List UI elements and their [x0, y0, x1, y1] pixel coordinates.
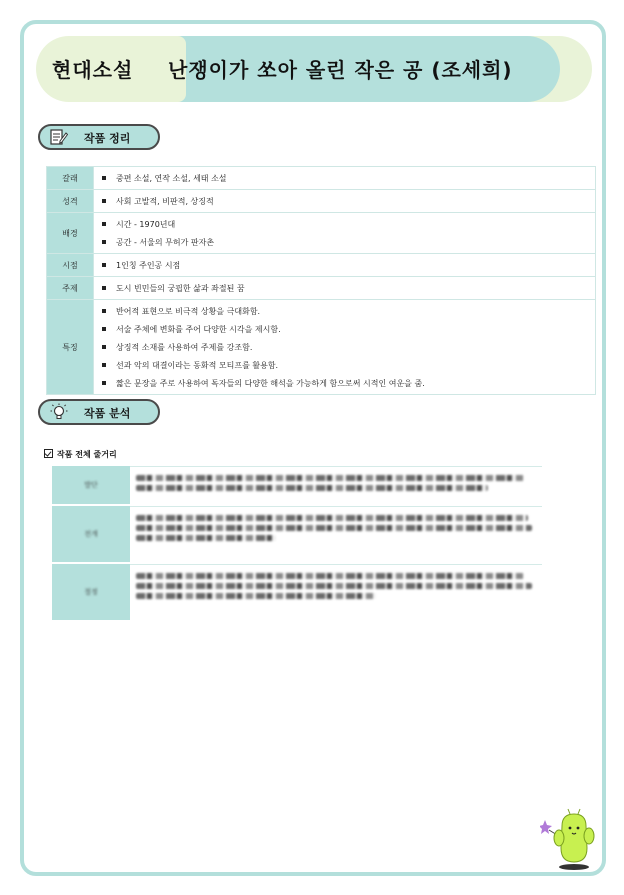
summary-row-head: 배경 [47, 213, 94, 254]
title-category: 현대소설 [52, 58, 134, 82]
plot-table [52, 466, 542, 622]
plot-row-head: 전개 [52, 506, 130, 564]
summary-item: 짧은 문장을 주로 사용하여 독자들의 다양한 해석을 가능하게 함으로써 시적인 여운을 줌. [100, 374, 589, 392]
summary-row [47, 254, 596, 277]
summary-item: 공간 - 서울의 무허가 판자촌 [100, 233, 589, 251]
summary-item: 시간 - 1970년대 [100, 215, 589, 233]
summary-item: 사회 고발적, 비판적, 상징적 [100, 192, 589, 210]
summary-item: 선과 악의 대결이라는 동화적 모티프를 활용함. [100, 356, 589, 374]
page-title: 난쟁이가 쏘아 올린 작은 공 (조세희) [168, 58, 513, 82]
summary-row [47, 167, 596, 190]
summary-item: 중편 소설, 연작 소설, 세태 소설 [100, 169, 589, 187]
summary-table [46, 166, 596, 395]
summary-row-head: 갈래 [47, 167, 94, 190]
section-summary-label: 작품 정리 [84, 132, 131, 145]
plot-row-text-blurred [130, 466, 542, 506]
summary-row-head: 특징 [47, 300, 94, 395]
summary-item: 도시 빈민들의 궁핍한 삶과 좌절된 꿈 [100, 279, 589, 297]
plot-heading: 작품 전체 줄거리 [44, 449, 117, 460]
plot-row-head: 발단 [52, 466, 130, 506]
summary-row-head: 주제 [47, 277, 94, 300]
summary-row-head: 성격 [47, 190, 94, 213]
mascot-illustration [540, 808, 610, 872]
section-analysis-pill [38, 399, 160, 425]
plot-row-text-blurred [130, 506, 542, 564]
notepad-pen-icon [50, 129, 68, 145]
plot-row [52, 506, 542, 564]
summary-row [47, 277, 596, 300]
checkbox-icon [44, 449, 53, 458]
plot-row [52, 466, 542, 506]
lightbulb-icon [50, 403, 68, 421]
summary-item: 1인칭 주인공 시점 [100, 256, 589, 274]
plot-row-head: 절정 [52, 564, 130, 622]
summary-item: 상징적 소재를 사용하여 주제를 강조함. [100, 338, 589, 356]
summary-row-head: 시점 [47, 254, 94, 277]
title-banner [36, 36, 592, 102]
section-summary-pill [38, 124, 160, 150]
summary-row [47, 300, 596, 395]
summary-item: 서술 주체에 변화를 주어 다양한 시각을 제시함. [100, 320, 589, 338]
summary-row [47, 190, 596, 213]
plot-row-text-blurred [130, 564, 542, 622]
plot-row [52, 564, 542, 622]
summary-item: 반어적 표현으로 비극적 상황을 극대화함. [100, 302, 589, 320]
section-analysis-label: 작품 분석 [84, 407, 131, 420]
summary-row [47, 213, 596, 254]
